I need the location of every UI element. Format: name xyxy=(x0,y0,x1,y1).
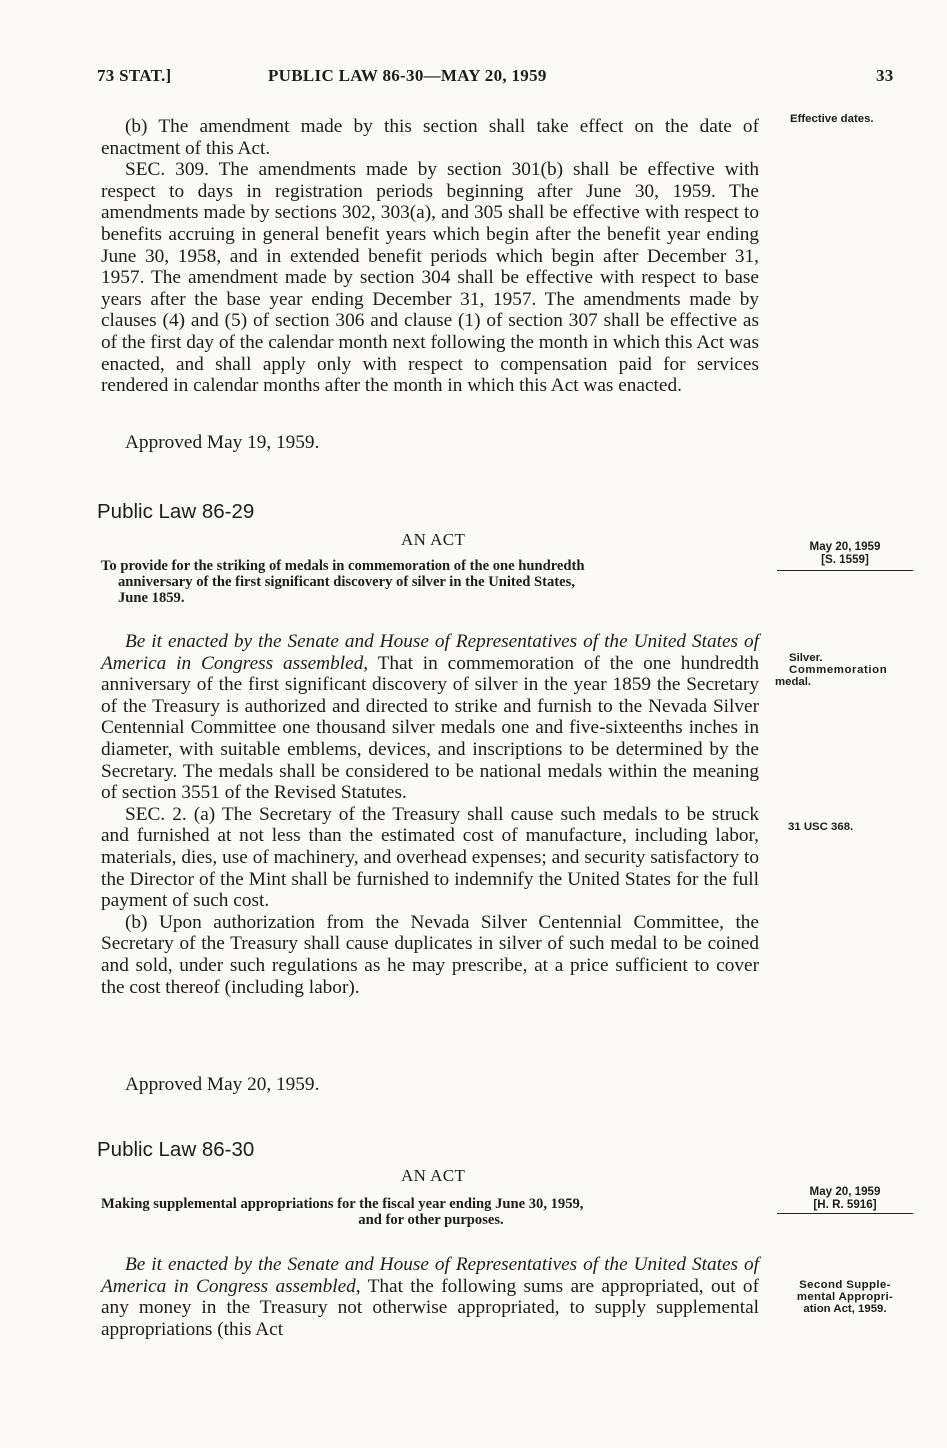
margin-line: medal. xyxy=(775,676,812,688)
margin-rule xyxy=(777,570,913,571)
margin-line: ation Act, 1959. xyxy=(803,1303,887,1315)
sec-2-label: SEC. 2. xyxy=(125,803,187,825)
margin-note-second-supplemental xyxy=(776,1279,914,1315)
law-86-30-body xyxy=(101,1254,759,1340)
margin-line: Second Supple- xyxy=(799,1279,891,1291)
purpose-86-29 xyxy=(101,558,761,606)
bill-number: [S. 1559] xyxy=(821,553,869,566)
bill-number: [H. R. 5916] xyxy=(813,1198,877,1211)
date-block-86-30 xyxy=(777,1185,913,1211)
enacting-text: That the following sums are appropriated, out of any money in the Treasury not otherwise appropriated, to supply supplemental appropriations (this Act xyxy=(101,1275,759,1340)
enacting-formula: Be it enacted by the Senate and House of Representatives of the United States of America in Congress assembled, xyxy=(101,631,759,674)
margin-note-silver-medal xyxy=(775,652,888,688)
law-86-29-body xyxy=(101,631,759,998)
an-act-heading-86-29: AN ACT xyxy=(401,530,466,549)
purpose-line: Making supplemental appropriations for the fiscal year ending June 30, 1959, xyxy=(101,1196,584,1212)
purpose-line: June 1859. xyxy=(118,590,185,606)
page-number: 33 xyxy=(876,66,894,85)
margin-line: Silver. xyxy=(789,652,823,664)
sec-309-label: SEC. 309. xyxy=(125,159,209,181)
purpose-86-30 xyxy=(101,1196,761,1228)
section-continuation xyxy=(101,116,759,397)
sec-2-text: (a) The Secretary of the Treasury shall cause such medals to be struck and furnished at not less than the estimated cost of manufacture, including labor, materials, dies, use of machinery, and overhead expenses; and security satisfactory to the Director of the Mint shall be furnished to indemnify the United States for the full payment of such cost. xyxy=(101,803,759,912)
margin-note-usc-citation: 31 USC 368. xyxy=(788,821,854,833)
purpose-line: anniversary of the first significant discovery of silver in the United States, xyxy=(118,574,575,590)
paragraph-b-effective: (b) The amendment made by this section shall take effect on the date of enactment of this Act. xyxy=(101,116,759,159)
public-law-86-29-title: Public Law 86-29 xyxy=(97,500,255,523)
approval-date: May 20, 1959 xyxy=(809,540,881,553)
approved-may-19: Approved May 19, 1959. xyxy=(125,432,320,453)
sec-309-paragraph xyxy=(101,159,759,397)
margin-line: Commemoration xyxy=(789,664,888,676)
paragraph-b-duplicates: (b) Upon authorization from the Nevada Silver Centennial Committee, the Secretary of the Treasury shall cause duplicates in silver of such medal to be coined and sold, under such regulations as he may prescribe, at a price sufficient to cover the cost thereof (including labor). xyxy=(101,911,759,998)
sec-2-paragraph xyxy=(101,804,759,912)
enacting-text: That in commemoration of the one hundredth anniversary of the first significant discovery of silver in the year 1859 the Secretary of the Treasury is authorized and directed to strike and furnish to the Nevada Silver Centennial Committee one thousand silver medals one and five-sixteenths inches in diameter, with suitable emblems, devices, and inscriptions to be determined by the Secretary. The medals shall be considered to be national medals within the meaning of section 3551 of the Revised Statutes. xyxy=(101,652,759,804)
margin-rule xyxy=(777,1213,913,1214)
purpose-line: and for other purposes. xyxy=(358,1212,504,1228)
running-header-title: PUBLIC LAW 86-30—MAY 20, 1959 xyxy=(268,66,547,85)
purpose-line: To provide for the striking of medals in commemoration of the one hundredth xyxy=(101,558,585,574)
margin-line: mental Appropri- xyxy=(796,1291,894,1303)
sec-309-text: The amendments made by section 301(b) shall be effective with respect to days in registration periods beginning after June 30, 1959. The amendments made by sections 302, 303(a), and 305 shall be effective with respect to benefits accruing in general benefit years which begin after the benefit year ending June 30, 1958, and in extended benefit periods which begin after December 31, 1957. The amendment made by section 304 shall be effective with respect to base years after the base year ending December 31, 1957. The amendments made by clauses (4) and (5) of section 306 and clause (1) of section 307 shall be effective as of the first day of the calendar month next following the month in which this Act was enacted, and shall apply only with respect to compensation paid for services rendered in calendar months after the month in which this Act was enacted. xyxy=(101,159,759,397)
approved-may-20: Approved May 20, 1959. xyxy=(125,1074,320,1095)
public-law-86-30-title: Public Law 86-30 xyxy=(97,1138,255,1161)
enacting-formula: Be it enacted by the Senate and House of Representatives of the United States of America in Congress assembled, xyxy=(101,1254,759,1297)
enacting-clause-86-30 xyxy=(101,1254,759,1340)
an-act-heading-86-30: AN ACT xyxy=(401,1166,466,1185)
date-block-86-29 xyxy=(777,540,913,566)
approval-date: May 20, 1959 xyxy=(809,1185,881,1198)
margin-note-effective-dates: Effective dates. xyxy=(790,113,874,125)
running-header-left: 73 STAT.] xyxy=(97,66,172,85)
enacting-clause-86-29 xyxy=(101,631,759,804)
